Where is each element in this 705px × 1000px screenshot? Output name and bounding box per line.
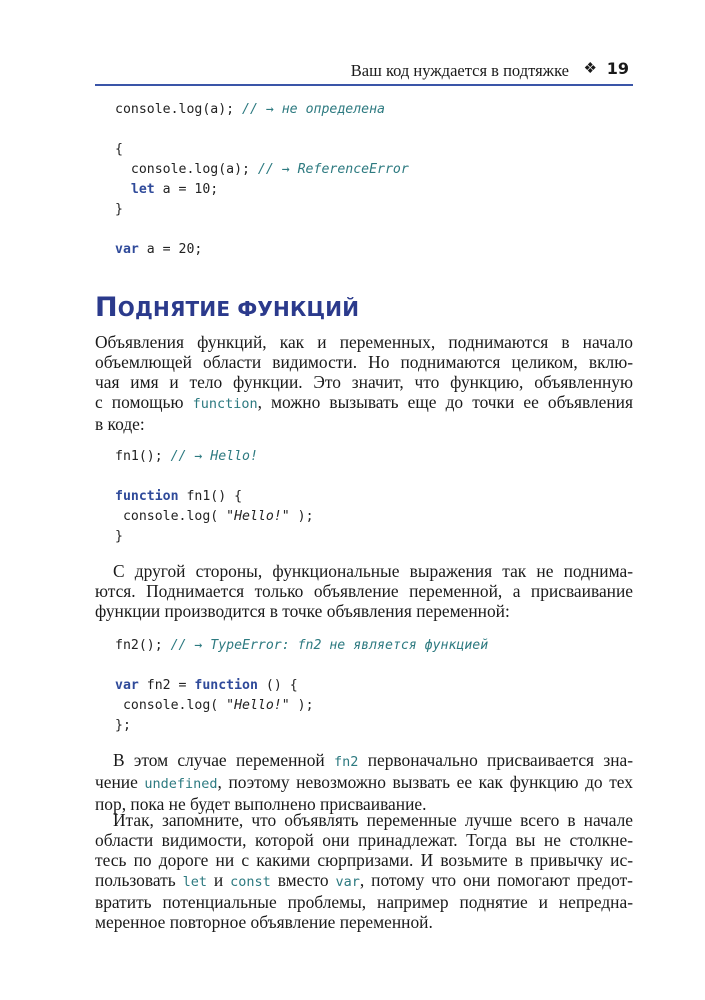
heading-initial: П — [95, 292, 118, 323]
code-line — [115, 100, 409, 120]
running-header — [95, 58, 633, 86]
code-block-function-expression — [115, 636, 488, 736]
inline-code: const — [230, 874, 271, 891]
code-text: console.log( — [115, 698, 227, 713]
code-text: } — [115, 202, 123, 217]
text-line: меренное повторное объявление переменной. — [95, 912, 433, 933]
code-text: a = 10; — [154, 182, 219, 197]
inline-code: function — [192, 396, 258, 413]
code-string: "Hello!" — [226, 698, 290, 713]
ornament-icon: ❖ — [583, 59, 597, 77]
text-line: С другой стороны, функциональные выражения так не поднима- — [113, 561, 633, 581]
text-run: пользовать — [95, 870, 183, 891]
code-blank-line — [115, 120, 409, 140]
text-run: с помощью — [95, 392, 193, 413]
code-text: ); — [289, 698, 314, 713]
code-block-let-var — [115, 100, 409, 260]
text-run: чение — [95, 772, 145, 793]
text-line: вратить потенциальные проблемы, например поднятие и непредна- — [95, 892, 633, 913]
text-line: тесь по дороге ни с какими сюрпризами. И возьмите в привычку ис- — [95, 850, 633, 871]
text-line: объемлющей области видимости. Но поднимаются целиком, вклю- — [95, 352, 633, 373]
text-run: первоначально присваивается зна- — [358, 750, 634, 770]
text-line — [95, 750, 633, 772]
code-blank-line — [115, 467, 314, 487]
code-line — [115, 507, 314, 527]
text-run: , потому что они помогают предот- — [359, 870, 633, 891]
paragraph-summary — [95, 810, 633, 933]
code-blank-line — [115, 656, 488, 676]
text-line — [95, 772, 633, 794]
code-string: "Hello!" — [226, 509, 290, 524]
code-line — [115, 240, 409, 260]
text-line — [95, 392, 633, 414]
code-block-function-declaration — [115, 447, 314, 547]
code-keyword: function — [115, 489, 179, 504]
code-text: console.log(a); — [115, 102, 243, 117]
code-line — [115, 180, 409, 200]
code-line — [115, 447, 314, 467]
section-heading — [95, 292, 359, 323]
code-line — [115, 527, 314, 547]
text-run: и — [206, 870, 231, 891]
paragraph-fn2-undefined — [95, 750, 633, 814]
code-text: } — [115, 529, 123, 544]
text-line: Итак, запомните, что объявлять переменные лучше всего в начале — [113, 810, 633, 830]
text-run: , можно вызывать еще до точки ее объявления — [257, 392, 633, 413]
code-line — [115, 676, 488, 696]
text-run: вместо — [270, 870, 336, 891]
page-number: 19 — [606, 59, 629, 78]
code-text: () { — [257, 678, 298, 693]
code-line — [115, 487, 314, 507]
code-line — [115, 200, 409, 220]
code-comment: // → TypeError: fn2 не является функцией — [170, 638, 489, 653]
code-text: { — [115, 142, 123, 157]
code-keyword: var — [115, 678, 139, 693]
code-text: console.log( — [115, 509, 227, 524]
code-line — [115, 160, 409, 180]
text-run: , поэтому невозможно вызвать ее как функцию до тех — [217, 772, 633, 793]
code-text: fn2 = — [138, 678, 195, 693]
text-line: ются. Поднимается только объявление переменной, а присваивание — [95, 581, 633, 602]
code-line — [115, 716, 488, 736]
inline-code: var — [335, 874, 360, 891]
code-text: fn1(); — [115, 449, 171, 464]
text-line: области видимости, которой они принадлежат. Тогда вы не столкне- — [95, 830, 633, 851]
paragraph-function-expressions — [95, 561, 633, 621]
inline-code: let — [182, 874, 207, 891]
header-title: Ваш код нуждается в подтяжке — [350, 61, 569, 80]
code-keyword: function — [194, 678, 258, 693]
code-comment: // → Hello! — [170, 449, 258, 464]
code-text: a = 20; — [138, 242, 203, 257]
code-line — [115, 696, 488, 716]
code-line — [115, 140, 409, 160]
code-text: }; — [115, 718, 131, 733]
code-keyword: let — [115, 182, 155, 197]
text-line: пор, пока не будет выполнено присваивание. — [95, 794, 427, 815]
code-text: console.log(a); — [115, 162, 258, 177]
code-line — [115, 636, 488, 656]
text-line — [95, 870, 633, 892]
code-text: ); — [289, 509, 314, 524]
code-text: fn2(); — [115, 638, 171, 653]
heading-rest: ОДНЯТИЕ ФУНКЦИЙ — [117, 297, 360, 321]
code-blank-line — [115, 220, 409, 240]
text-line: чая имя и тело функции. Это значит, что функцию, объявленную — [95, 372, 633, 393]
text-line: в коде: — [95, 414, 145, 435]
code-comment: // → ReferenceError — [257, 162, 409, 177]
inline-code: undefined — [144, 776, 218, 793]
text-run: В этом случае переменной — [113, 750, 335, 770]
text-line: Объявления функций, как и переменных, поднимаются в начало — [95, 332, 633, 352]
code-text: fn1() { — [178, 489, 243, 504]
paragraph-function-hoisting — [95, 332, 633, 434]
inline-code: fn2 — [334, 754, 359, 770]
code-comment: // → не определена — [242, 102, 385, 117]
code-keyword: var — [115, 242, 139, 257]
text-line: функции производится в точке объявления переменной: — [95, 601, 510, 622]
